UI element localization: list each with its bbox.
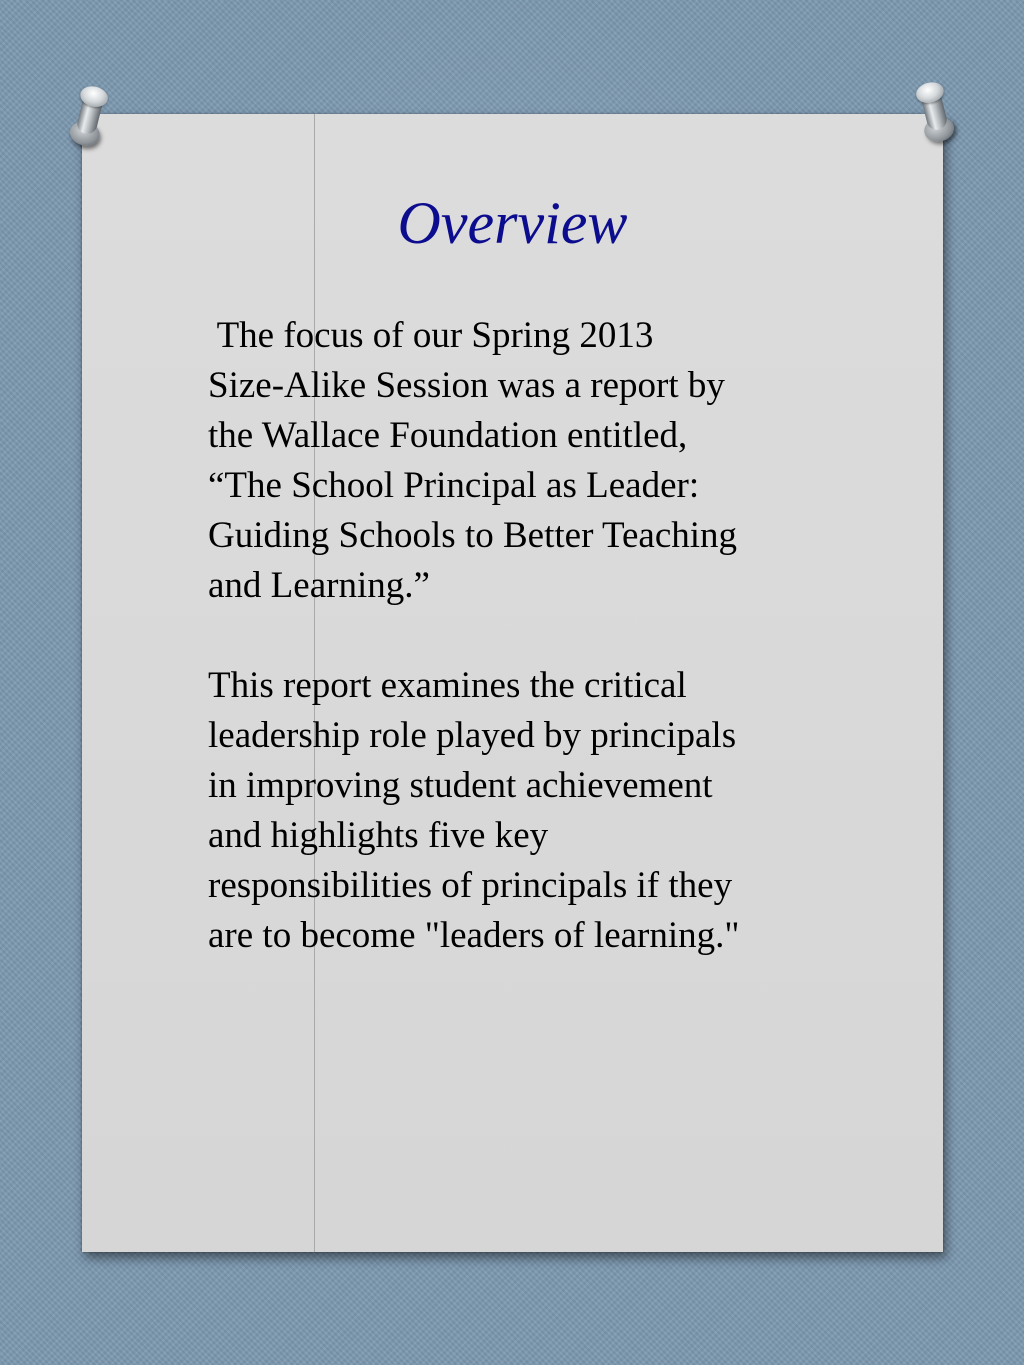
text-line: leadership role played by principals xyxy=(208,715,737,756)
text-line: in improving student achievement xyxy=(208,765,713,806)
text-line: Size-Alike Session was a report by xyxy=(208,365,725,406)
text-line: are to become "leaders of learning." xyxy=(208,915,740,956)
text-line: and highlights five key xyxy=(208,815,549,856)
text-line: The focus of our Spring 2013 xyxy=(208,315,654,356)
text-line: This report examines the critical xyxy=(208,665,687,706)
text-line: the Wallace Foundation entitled, xyxy=(208,415,688,456)
paragraph-focus xyxy=(208,311,848,611)
text-line: and Learning.” xyxy=(208,565,430,606)
paragraph-report xyxy=(208,661,848,961)
slide-body xyxy=(208,311,848,961)
text-line: responsibilities of principals if they xyxy=(208,865,733,906)
slide-title: Overview xyxy=(397,190,628,256)
text-line: Guiding Schools to Better Teaching xyxy=(208,515,738,556)
text-line: “The School Principal as Leader: xyxy=(208,465,700,506)
paragraph-spacer xyxy=(208,611,848,661)
